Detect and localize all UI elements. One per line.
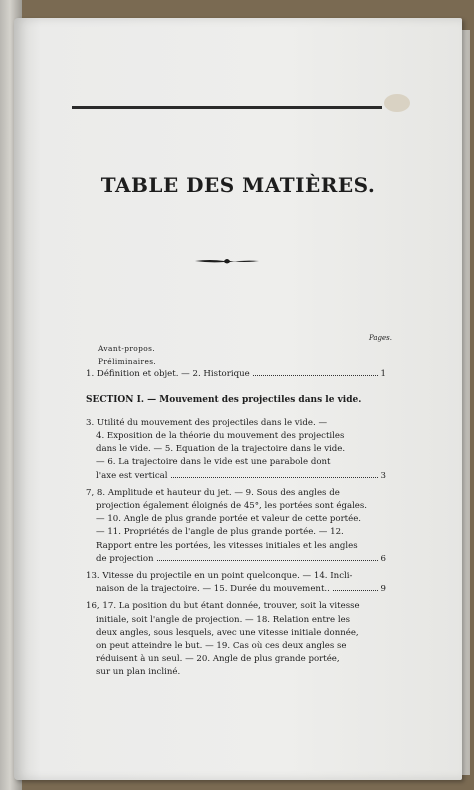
- toc-last-line: [86, 583, 386, 596]
- ornament-divider: [194, 256, 260, 266]
- top-rule: [72, 106, 382, 109]
- toc-last-line: [86, 553, 386, 566]
- pages-column-label: Pages.: [368, 334, 392, 342]
- dot-leader: [171, 477, 378, 478]
- toc-entry-3: [86, 417, 386, 483]
- toc-line: 16, 17. La position du but étant donnée, trouver, soit la vitesse: [86, 601, 360, 612]
- front-item-preliminaires: Préliminaires.: [98, 357, 157, 367]
- toc-line: l'axe est vertical: [96, 470, 168, 481]
- toc-line: 7, 8. Amplitude et hauteur du jet. — 9. Sous des angles de: [86, 487, 340, 498]
- table-of-contents: [86, 342, 386, 680]
- toc-line: 3. Utilité du mouvement des projectiles dans le vide. —: [86, 417, 328, 428]
- toc-line: on peut atteindre le but. — 19. Cas où ces deux angles se: [96, 641, 347, 652]
- dot-leader: [157, 560, 378, 561]
- paper-stain: [384, 94, 410, 112]
- toc-line: projection également éloignés de 45°, les portées sont égales.: [96, 501, 368, 512]
- toc-line: de projection: [96, 553, 154, 564]
- toc-line: initiale, soit l'angle de projection. — 18. Relation entre les: [96, 614, 351, 625]
- front-item-avant-propos: Avant-propos.: [98, 344, 156, 353]
- toc-entry-7: [86, 487, 386, 566]
- toc-line: réduisent à un seul. — 20. Angle de plus grande portée,: [96, 654, 340, 665]
- toc-entry-13: [86, 570, 386, 596]
- toc-line: 13. Vitesse du projectile en un point quelconque. — 14. Incli-: [86, 571, 353, 582]
- toc-line: — 10. Angle de plus grande portée et valeur de cette portée.: [96, 514, 362, 525]
- toc-line: Rapport entre les portées, les vitesses initiales et les angles: [96, 540, 358, 551]
- book-page: [14, 18, 462, 780]
- toc-line: naison de la trajectoire. — 15. Durée du mouvement..: [96, 584, 330, 595]
- toc-last-line: [86, 470, 386, 483]
- page-title: TABLE DES MATIÈRES.: [100, 173, 376, 197]
- toc-page-number: 3: [380, 470, 386, 481]
- toc-page-number: 1: [380, 369, 386, 380]
- toc-entry-prelim: [86, 368, 386, 381]
- toc-line: sur un plan incliné.: [96, 667, 181, 678]
- toc-page-number: 6: [380, 553, 386, 564]
- section-heading: SECTION I. — Mouvement des projectiles dans le vide.: [86, 394, 362, 405]
- toc-entry-16: [86, 600, 386, 679]
- toc-line: — 11. Propriétés de l'angle de plus grande portée. — 12.: [96, 527, 344, 538]
- toc-line: 4. Exposition de la théorie du mouvement des projectiles: [96, 431, 345, 442]
- toc-line: deux angles, sous lesquels, avec une vitesse initiale donnée,: [96, 627, 359, 638]
- dot-leader: [253, 375, 378, 376]
- toc-line: dans le vide. — 5. Equation de la trajectoire dans le vide.: [96, 444, 346, 455]
- page-edge: [462, 30, 470, 775]
- toc-line: — 6. La trajectoire dans le vide est une parabole dont: [96, 457, 331, 468]
- dot-leader: [333, 590, 378, 591]
- toc-entry-text: 1. Définition et objet. — 2. Historique: [86, 369, 250, 380]
- toc-page-number: 9: [380, 584, 386, 595]
